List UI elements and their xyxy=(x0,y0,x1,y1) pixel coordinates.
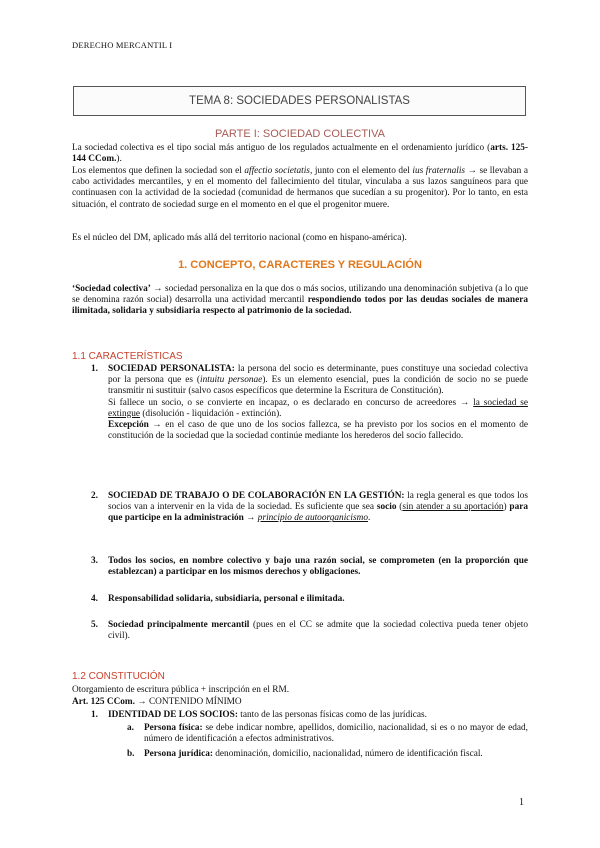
definition-paragraph: ‘Sociedad colectiva’ → sociedad personaliza en la que dos o más socios, utilizando una denominación subjetiva (a lo que se denomina razón social) desarrolla una actividad mercantil respondiendo todos por las deudas sociales de manera ilimitada, solidaria y subsidiaria respecto al patrimonio de la sociedad. xyxy=(72,284,529,317)
intro-paragraph-3: Es el núcleo del DM, aplicado más allá del territorio nacional (como en hispano-américa). xyxy=(72,233,407,243)
title-box xyxy=(73,86,526,116)
constitucion-line-1: Otorgamiento de escritura pública + inscripción en el RM. xyxy=(72,685,290,695)
subsection-1-1-heading: 1.1 CARACTERÍSTICAS xyxy=(72,351,183,362)
part-title: PARTE I: SOCIEDAD COLECTIVA xyxy=(215,128,385,140)
list-number-4: 4. xyxy=(91,594,98,604)
sublist-letter-a: a. xyxy=(127,723,134,733)
constitucion-line-2: Art. 125 CCom. → CONTENIDO MÍNIMO xyxy=(72,697,242,707)
intro-paragraph-1: La sociedad colectiva es el tipo social más antiguo de los regulados actualmente en el ordenamiento jurídico (arts. 125-144 CCom.). xyxy=(72,143,528,165)
list-item-4: Responsabilidad solidaria, subsidiaria, personal e ilimitada. xyxy=(108,594,345,604)
list-number-5: 5. xyxy=(91,620,98,630)
list-item-2: SOCIEDAD DE TRABAJO O DE COLABORACIÓN EN LA GESTIÓN: la regla general es que todos los socios van a intervenir en la vida de la sociedad. Es suficiente que sea socio (sin atender a su aportación) para que participe en la administración → principio de autoorganicismo. xyxy=(108,491,529,524)
list-number-constitucion-1: 1. xyxy=(91,710,98,720)
list-number-3: 3. xyxy=(91,556,98,566)
page-number: 1 xyxy=(519,797,524,808)
section-1-heading: 1. CONCEPTO, CARACTERES Y REGULACIÓN xyxy=(178,259,422,271)
subsection-1-2-heading: 1.2 CONSTITUCIÓN xyxy=(72,671,165,682)
constitucion-item-1: IDENTIDAD DE LOS SOCIOS: tanto de las personas físicas como de las jurídicas. xyxy=(108,710,427,720)
page-title: TEMA 8: SOCIEDADES PERSONALISTAS xyxy=(189,95,410,107)
list-number-2: 2. xyxy=(91,491,98,501)
constitucion-subitem-a: Persona física: se debe indicar nombre, apellidos, domicilio, nacionalidad, si es o no mayor de edad, número de identificación a efectos administrativos. xyxy=(144,723,529,745)
list-item-5: Sociedad principalmente mercantil (pues en el CC se admite que la sociedad colectiva pueda tener objeto civil). xyxy=(108,620,528,642)
constitucion-subitem-b: Persona jurídica: denominación, domicilio, nacionalidad, número de identificación fiscal. xyxy=(144,749,483,759)
list-item-3: Todos los socios, en nombre colectivo y bajo una razón social, se comprometen (en la proporción que establezcan) a participar en los mismos derechos y obligaciones. xyxy=(108,556,528,578)
running-header: DERECHO MERCANTIL I xyxy=(72,40,173,50)
list-item-1: SOCIEDAD PERSONALISTA: la persona del socio es determinante, pues constituye una sociedad colectiva por la persona que es (intuitu personae). Es un elemento esencial, pues la condición de socio no se puede transmitir ni sustituir (salvo casos específicos que determine la Escritura de Constitución). Si fallece un socio, o se convierte en incapaz, o es declarado en concurso de acreedores → la sociedad se extingue (disolución - liquidación - extinción). Excepción → en el caso de que uno de los socios fallezca, se ha previsto por los socios en el momento de constitución de la sociedad que la sociedad continúe mediante los herederos del socio fallecido. xyxy=(108,364,529,442)
sublist-letter-b: b. xyxy=(127,749,135,759)
intro-paragraph-2: Los elementos que definen la sociedad son el affectio societatis, junto con el elemento del ius fraternalis → se llevaban a cabo actividades mercantiles, y en el momento del fallecimiento del titular, vinculaba a sus lazos sanguíneos para que continuasen con la actividad de la sociedad (comunidad de hermanos que sucedían a su progenitor). Por lo tanto, en esta situación, el contrato de sociedad surge en el momento en el que el progenitor muere. xyxy=(72,166,528,210)
list-number-1: 1. xyxy=(91,364,98,374)
